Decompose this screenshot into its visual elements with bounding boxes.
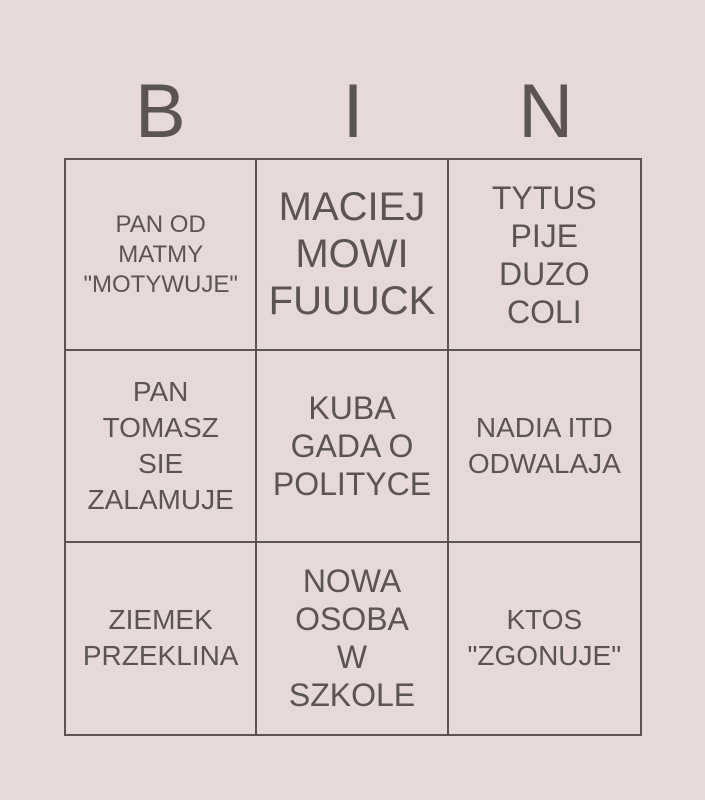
- bingo-cell-r3c3[interactable]: [449, 543, 640, 734]
- bingo-cell-text: NADIA ITD ODWALAJA: [467, 411, 621, 479]
- header-letter-n: N: [518, 69, 574, 154]
- header-letter-b: B: [134, 69, 186, 154]
- bingo-cell-r1c1[interactable]: [66, 160, 257, 351]
- bingo-cell-text: PAN OD MATMY "MOTYWUJE": [83, 210, 238, 298]
- bingo-cell-r1c2[interactable]: [257, 160, 448, 351]
- header-letter-i: I: [342, 69, 364, 154]
- bingo-cell-text: TYTUS PIJE DUZO COLI: [491, 179, 597, 330]
- bingo-cell-r3c1[interactable]: [66, 543, 257, 734]
- bingo-cell-text: KTOS "ZGONUJE": [467, 604, 622, 672]
- bingo-cell-r2c3[interactable]: [449, 351, 640, 542]
- bingo-header: [64, 70, 642, 154]
- bingo-cell-r2c2[interactable]: [257, 351, 448, 542]
- bingo-cell-r1c3[interactable]: [449, 160, 640, 351]
- bingo-cell-text: NOWA OSOBA W SZKOLE: [288, 563, 416, 714]
- bingo-grid: [64, 158, 642, 736]
- bingo-cell-text: MACIEJ MOWI FUUUCK: [268, 185, 436, 324]
- bingo-cell-text: ZIEMEK PRZEKLINA: [82, 604, 239, 672]
- bingo-cell-r2c1[interactable]: [66, 351, 257, 542]
- bingo-cell-text: KUBA GADA O POLITYCE: [272, 389, 432, 502]
- bingo-cell-r3c2[interactable]: [257, 543, 448, 734]
- bingo-cell-text: PAN TOMASZ SIE ZALAMUJE: [87, 375, 234, 515]
